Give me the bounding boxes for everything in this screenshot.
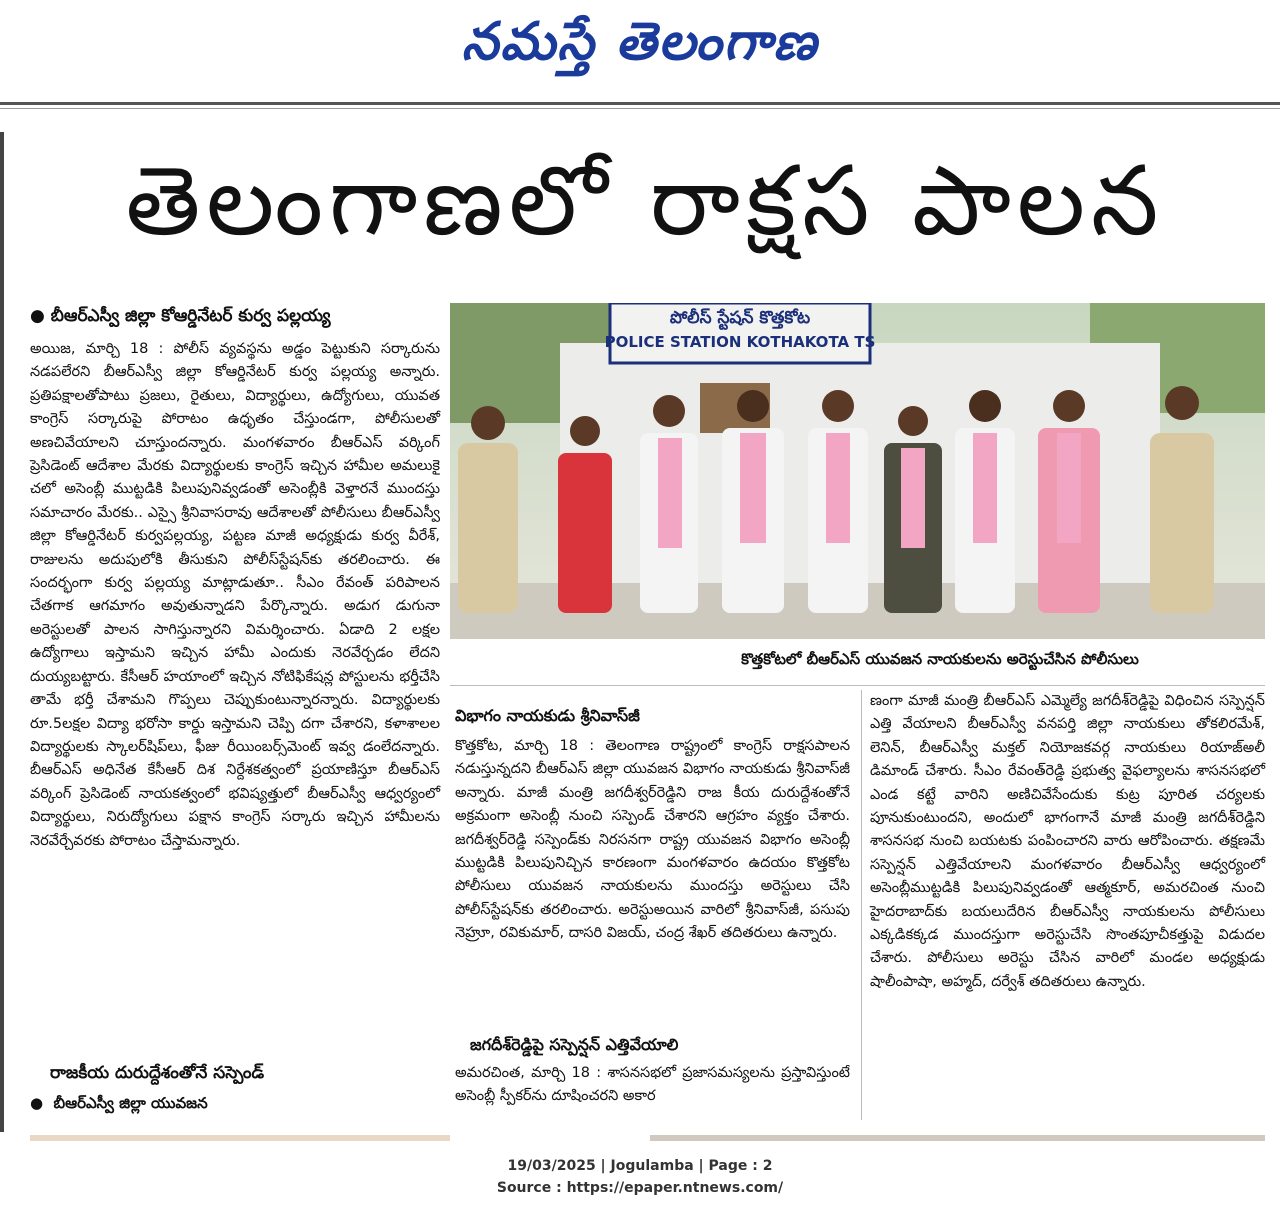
page-edge-bar <box>0 132 4 1132</box>
photo-caption: కొత్తకోటలో బీఆర్ఎస్ యువజన నాయకులను అరెస్టుచేసిన పోలీసులు <box>741 650 1139 668</box>
left-subhead-text: బీఆర్ఎస్వీ జిల్లా కోఆర్డినేటర్ కుర్వ పల్లయ్య <box>50 306 331 326</box>
left-subhead-3-text: బీఆర్ఎస్వీ జిల్లా యువజన <box>53 1094 208 1112</box>
column-rule <box>861 690 862 1120</box>
left-subhead-3: ● బీఆర్ఎస్వీ జిల్లా యువజన <box>30 1094 208 1112</box>
sign-telugu: పోలీస్ స్టేషన్ కొత్తకోట <box>669 308 811 328</box>
masthead-rule <box>0 102 1280 105</box>
middle-subhead-2: జగదీశ్‌రెడ్డిపై సస్పెన్షన్ ఎత్తివేయాలి <box>470 1035 679 1054</box>
middle-column-body: కొత్తకోట, మార్చి 18 : తెలంగాణ రాష్ట్రంలో కాంగ్రెస్ రాక్షసపాలన నడుస్తున్నదని బీఆర్ఎస్ జిల్లా యువజన విభాగం నాయకుడు శ్రీనివాస్‌జీ అన్నారు. మాజీ మంత్రి జగదీశ్వర్‌రెడ్డిని రాజ కీయ దురుద్దేశంతోనే అక్రమంగా అసెంబ్లీ నుంచి సస్పెండ్ చేశారని ఆగ్రహం వ్యక్తం చేశారు. జగదీశ్వర్‌రెడ్డి సస్పెండ్‌కు నిరసనగా రాష్ట్ర యువజన విభాగం అసెంబ్లీ ముట్టడికి పిలుపునిచ్చిన కారణంగా మంగళవారం ఉదయం కొత్తకోట పోలీసులు యువజన నాయకులను ముందస్తు అరెస్టులు చేసి పోలీస్‌స్టేషన్‌కు తరలించారు. అరెస్టుఅయిన వారిలో శ్రీనివాస్‌జీ, పసుపు నెహ్రూ, రవికుమార్, దాసరి విజయ్, చంద్ర శేఖర్ తదితరులు ఉన్నారు. <box>455 738 850 942</box>
headline: తెలంగాణలో రాక్షస పాలన <box>125 145 1165 257</box>
masthead <box>0 0 1280 96</box>
left-column <box>30 338 440 853</box>
left-subhead: ● బీఆర్ఎస్వీ జిల్లా కోఆర్డినేటర్ కుర్వ పల్లయ్య <box>30 306 331 326</box>
left-subhead-2: రాజకీయ దురుద్దేశంతోనే సస్పెండ్ <box>50 1063 265 1083</box>
next-article-strip-left <box>30 1135 450 1141</box>
sign-english: POLICE STATION KOTHAKOTA TS <box>604 333 876 351</box>
news-photo-image <box>450 303 1265 639</box>
masthead-rule-thin <box>0 108 1280 109</box>
right-column <box>870 690 1265 994</box>
news-photo <box>450 303 1265 639</box>
footer-date-edition: 19/03/2025 | Jogulamba | Page : 2 <box>507 1158 773 1174</box>
right-column-body: ణంగా మాజీ మంత్రి బీఆర్ఎస్ ఎమ్మెల్యే జగదీశ్‌రెడ్డిపై విధించిన సస్పెన్షన్ ఎత్తి వేయాలని బీఆర్ఎస్వీ వనపర్తి జిల్లా నాయకులు తోకలిరమేశ్, లెనిన్, బీఆర్ఎస్వీ మక్తల్ నియోజకవర్గ నాయకులు రియాజ్‌అలీ డిమాండ్ చేశారు. సీఎం రేవంత్‌రెడ్డి ప్రభుత్వ వైఫల్యాలను శాసనసభలో ఎండ కట్టే వారిని అణిచివేసేందుకు కుట్ర పూరిత చర్యలకు పూనుకుంటుందని, అందులో భాగంగానే మాజీ మంత్రి జగదీశ్‌రెడ్డిని శాసనసభ నుంచి బయటకు పంపించారని వారు ఆరోపించారు. తక్షణమే సస్పెన్షన్ ఎత్తివేయాలని మంగళవారం బీఆర్ఎస్వీ ఆధ్వర్యంలో అసెంబ్లీముట్టడికి పిలుపునివ్వడంతో ఆత్మకూర్, అమరచింత నుంచి హైదరాబాద్‌కు బయలుదేరిన బీఆర్ఎస్వీ నాయకులను పోలీసులు ఎక్కడికక్కడ ముందస్తుగా అరెస్టుచేసి సొంతపూచీకత్తుపై విడుదల చేశారు. పోలీసులు అరెస్టు చేసిన వారిలో మండల అధ్యక్షుడు షాలీంపాషా, అహ్మద్, దర్వేశ్ తదితరులు ఉన్నారు. <box>870 693 1265 990</box>
middle-column-body-2: అమరచింత, మార్చి 18 : శాసనసభలో ప్రజాసమస్యలను ప్రస్తావిస్తుంటే అసెంబ్లీ స్పీకర్‌ను దూషించరని అకార <box>455 1065 850 1105</box>
left-column-body: అయిజ, మార్చి 18 : పోలీస్ వ్యవస్థను అడ్డం పెట్టుకుని సర్కారును నడపలేరని బీఆర్ఎస్వీ జిల్లా కోఆర్డినేటర్ కుర్వ పల్లయ్య అన్నారు. ప్రతిపక్షాలతోపాటు ప్రజలు, రైతులు, విద్యార్థులు, ఉద్యోగులు, యువత కాంగ్రెస్ సర్కారుపై పోరాటం ఉధృతం చేస్తుండగా, పోలీసులతో అణచివేయాలని చూస్తుందన్నారు. మంగళవారం బీఆర్ఎస్ వర్కింగ్ ప్రెసిడెంట్ ఆదేశాల మేరకు విద్యార్థులకు కాంగ్రెస్ ఇచ్చిన హామీల అమలుకై చలో అసెంబ్లీ ముట్టడికి పిలుపునివ్వడంతో అసెంబ్లీకి వెళ్తారనే ముందస్తు సమాచారం మేరకు.. ఎస్సై శ్రీనివాసరావు ఆదేశాలతో పోలీసులు బీఆర్ఎస్వీ జిల్లా కోఆర్డినేటర్ కుర్వపల్లయ్య, పట్టణ మాజీ అధ్యక్షుడు కుర్వ వీరేశ్, రాజులను అదుపులోకి తీసుకుని పోలీస్‌స్టేషన్‌కు తరలించారు. ఈ సందర్భంగా కుర్వ పల్లయ్య మాట్లాడుతూ.. సీఎం రేవంత్ పరిపాలన చేతగాక ఆగమాగం అవుతున్నాడని పేర్కొన్నారు. అడుగ డుగునా అరెస్టులతో పాలన సాగిస్తున్నారని విమర్శించారు. ఏడాది 2 లక్షల ఉద్యోగాలు ఇస్తామని ఇచ్చిన హామీ ఎందుకు నెరవేర్చడం లేదని దుయ్యబట్టారు. కేసీఆర్ హయాంలో ఇచ్చిన నోటిఫికేషన్ల పోస్టులను భర్తీచేసి తామే భర్తీ చేశామని గొప్పలు చెప్పుకుంటున్నారన్నారు. విద్యార్థులకు రూ.5లక్షల విద్యా భరోసా కార్డు ఇస్తామని చెప్పి దగా చేశారని, కళాశాలల విద్యార్థులకు స్కాలర్‌షిప్‌లు, ఫీజు రీయింబర్స్‌మెంట్ ఇవ్వ డంలేదన్నారు. బీఆర్ఎస్ అధినేత కేసీఆర్ దిశ నిర్దేశకత్వంలో ప్రయాణిస్తూ బీఆర్ఎస్ వర్కింగ్ ప్రెసిడెంట్ నాయకత్వంలో భవిష్యత్తులో బీఆర్ఎస్వీ ఆధ్వర్యంలో విద్యార్థులు, నిరుద్యోగులు పక్షాన కాంగ్రెస్ సర్కారు ఇచ్చిన హామీలను నెరవేర్చేవరకు పోరాటం చేస్తామన్నారు. <box>30 341 440 849</box>
masthead-logo: నమస్తే తెలంగాణ <box>461 11 819 72</box>
next-article-strip-right <box>650 1135 1265 1141</box>
middle-subhead: విభాగం నాయకుడు శ్రీనివాస్‌జీ <box>455 706 640 725</box>
footer-source: Source : https://epaper.ntnews.com/ <box>496 1180 784 1196</box>
middle-column <box>455 735 850 946</box>
section-divider <box>450 685 1265 686</box>
middle-column-2 <box>455 1062 850 1109</box>
